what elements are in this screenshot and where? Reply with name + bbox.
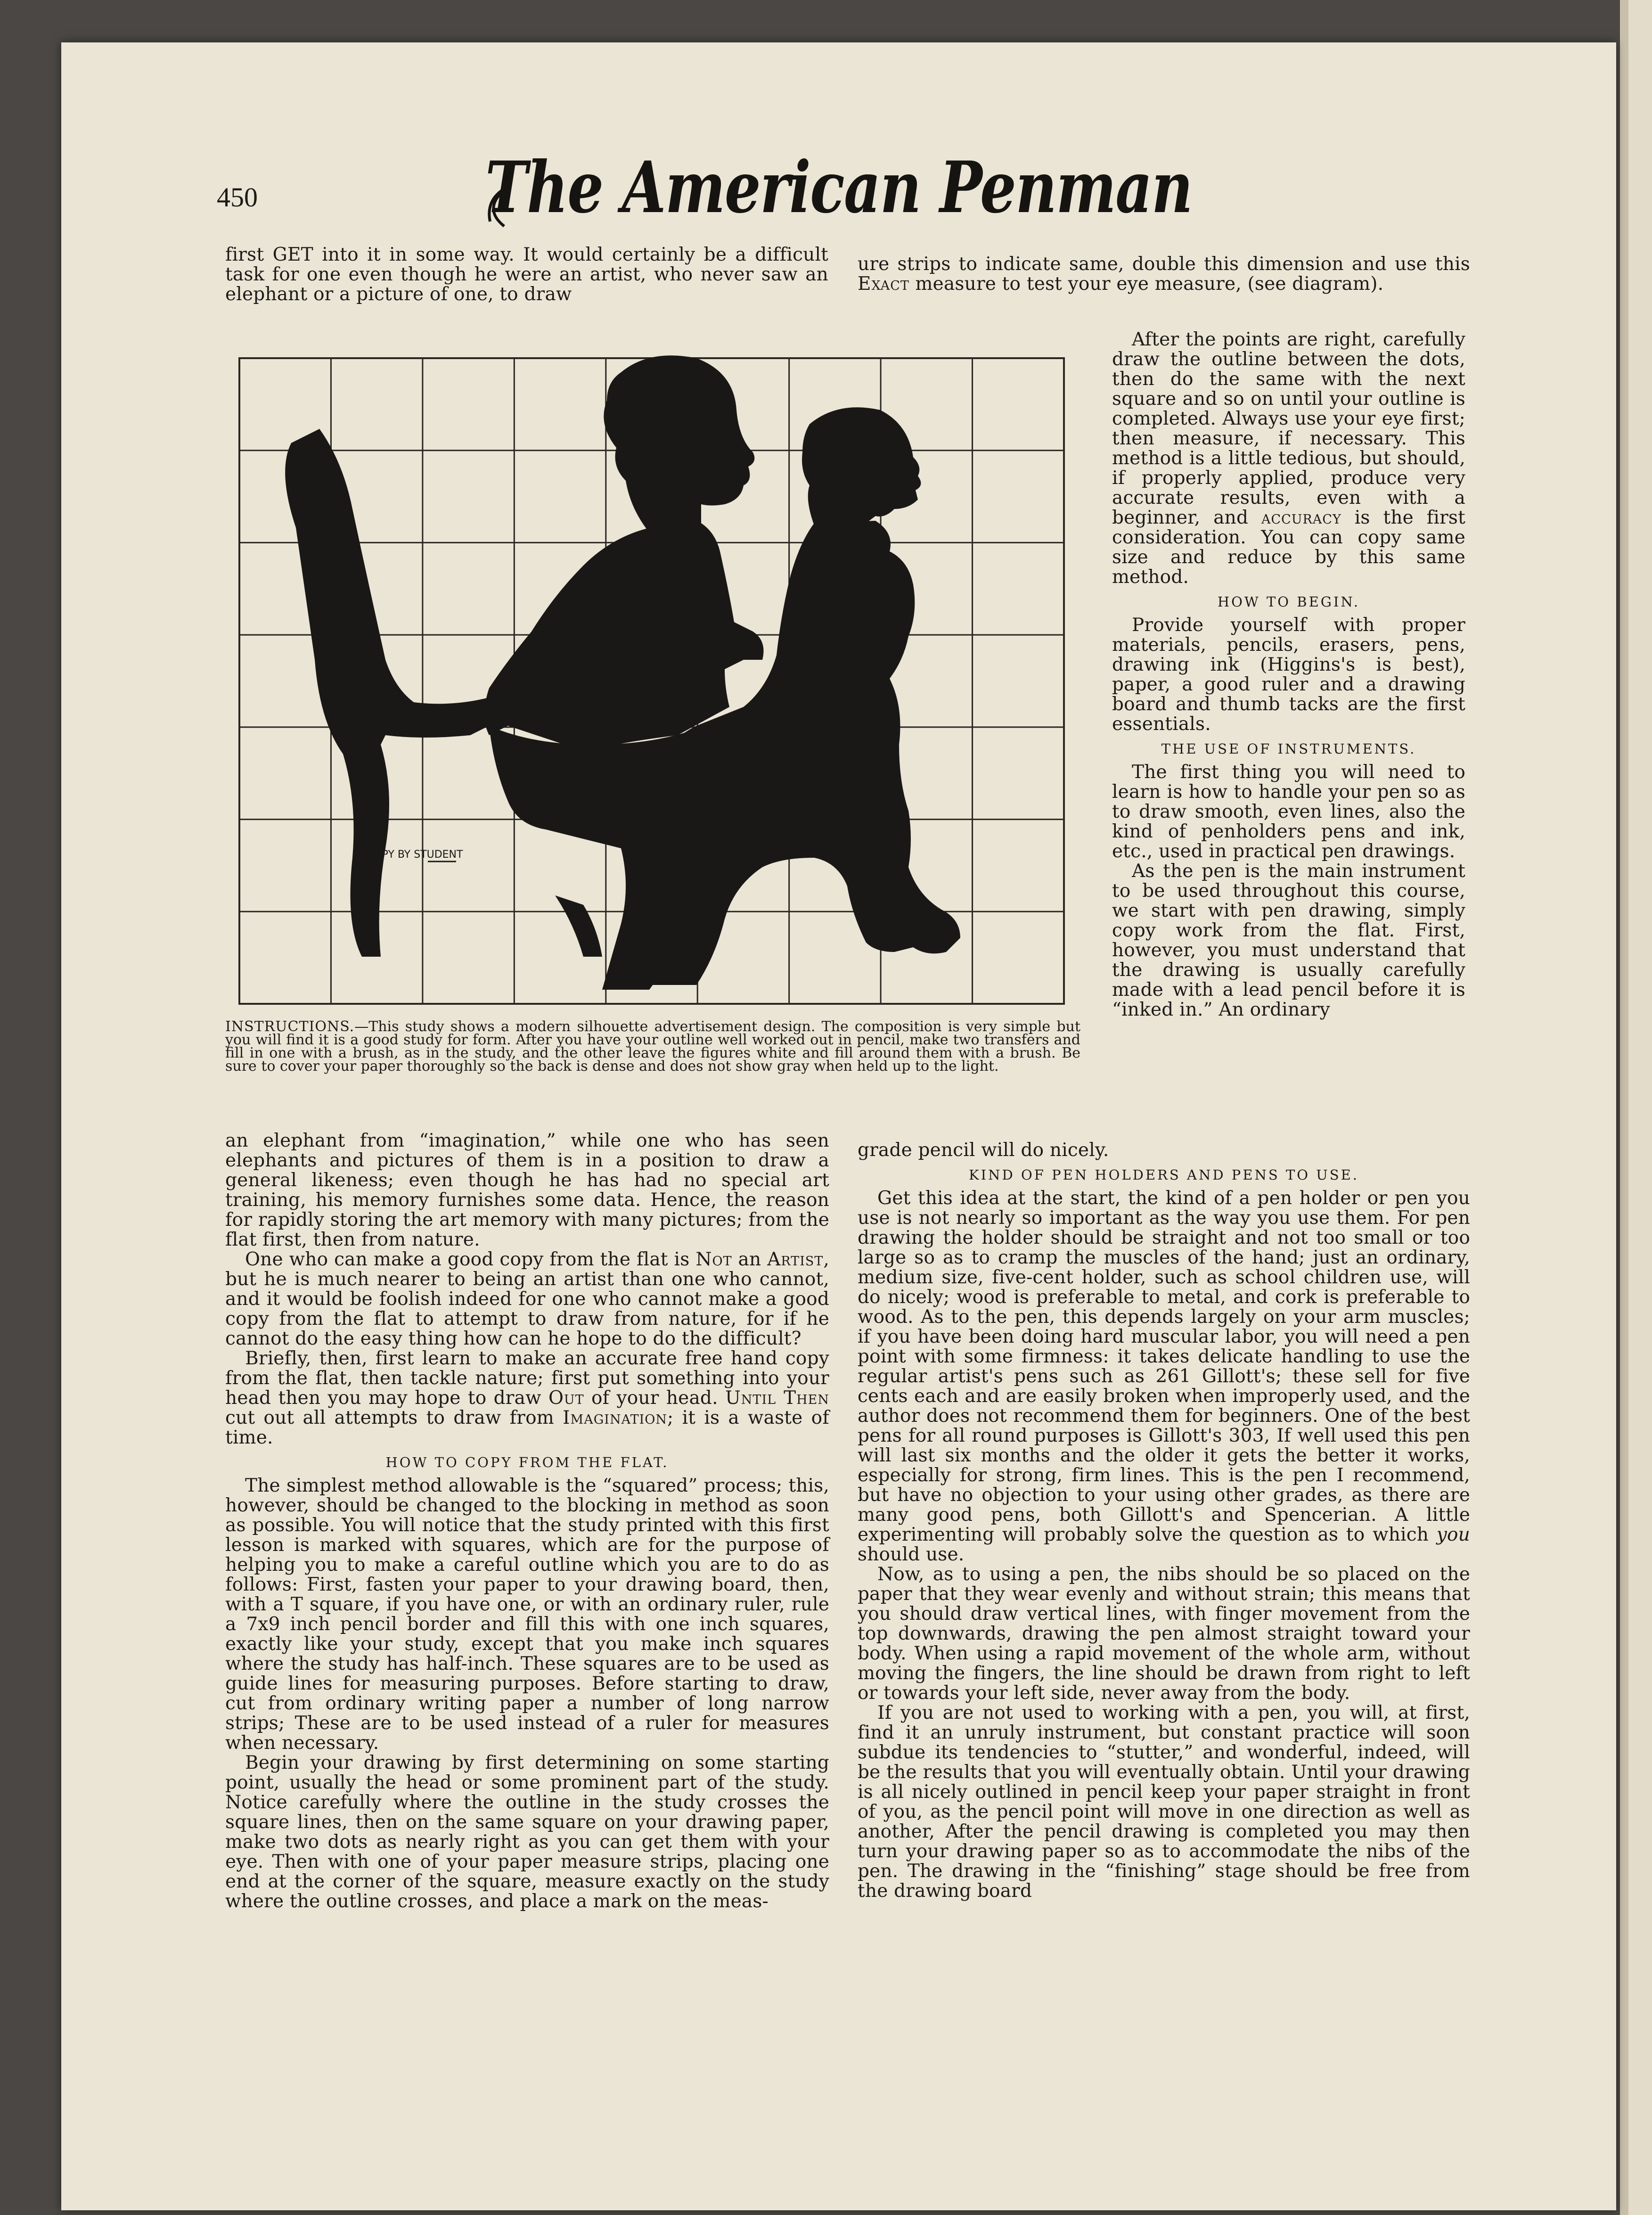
next-page-edge-inner [1628,0,1652,2215]
text-run: cut out all attempts to draw from [225,1407,563,1428]
emphasis-until-then: Until Then [725,1387,829,1409]
section-heading: KIND OF PEN HOLDERS AND PENS TO USE. [969,1167,1359,1183]
paragraph: If you are not used to working with a pen, you will, at first, find it an unruly instrument, but constant practice will soon subdue its tendencies to “stutter,” and wonderful, indeed, will be the results that you will eventually obtain. Until your drawing is all nicely outlined in pencil keep your paper straight in front of you, as the pencil point will move in one direction as well as another, After the pencil drawing is completed you may then turn your drawing paper so as to accommodate the nibs of the pen. The drawing in the “finishing” stage should be free from the drawing board [858,1702,1470,1902]
signature [367,849,463,861]
column-right-bottom [858,1140,1470,1901]
paragraph [858,1189,1470,1565]
paragraph [1112,330,1465,587]
caption-lead: INSTRUCTIONS. [225,1018,355,1035]
chair-leg-silhouette [555,895,602,957]
text-run: an [732,1249,768,1270]
paragraph: The simplest method allowable is the “squared” process; this, however, should be changed to the blocking in method as soon as possible. You will notice that the study printed with this first lesson is marked with squares, which are for the purpose of helping you to make a careful outline which you are to do as follows: First, fasten your paper to your drawing board, then, with a T square, if you have one, or with an ordinary ruler, rule a 7x9 inch pencil border and fill this with one inch squares, exactly like your study, except that you make inch squares where the study has half-inch. These squares are to be used as guide lines for measuring purposes. Before starting to draw, cut from ordinary writing paper a number of long narrow strips; These are to be used instead of a ruler for measures when necessary. [225,1475,829,1754]
paragraph: grade pencil will do nicely. [858,1140,1109,1161]
column-left-bottom [225,1131,829,1911]
emphasis-artist: Artist [767,1249,824,1270]
chair-silhouette [285,429,489,957]
text-run: ; it is a waste of time. [225,1407,829,1448]
text-run: After the points are right, carefully draw the outline between the dots, then do the same with the next square and so on until your outline is completed. Always use your eye first; then measure, if necessary. This method is a little tedious, but should, if properly applied, produce very accurate results, even with a beginner, and [1112,329,1465,528]
column-right-top [858,254,1470,294]
text-run: is the first consideration. You can copy same size and reduce by this same method. [1112,507,1466,588]
paragraph [225,1349,829,1448]
text-run: ure strips to indicate same, double this dimension and use this [858,254,1470,275]
paragraph: Begin your drawing by first determining on some starting point, usually the head or some prominent part of the study. Notice carefully where the outline in the study crosses the square lines, then on the same square on your drawing paper, make two dots as nearly right as you can get them with your eye. Then with one of your paper measure strips, placing one end at the corner of the square, measure exactly on the study where the outline crosses, and place a mark on the meas- [225,1752,829,1912]
caption-paragraph [225,1020,1080,1073]
emphasis-you: you [1436,1524,1470,1545]
text-run: One who can make a good copy from the flat is [245,1249,696,1270]
section-heading: HOW TO BEGIN. [1217,594,1360,610]
figure-caption [225,1020,1080,1073]
masthead [471,141,1206,240]
page-number: 450 [217,182,258,213]
woman-head-silhouette [604,355,754,533]
paragraph [858,254,1470,294]
paragraph: Now, as to using a pen, the nibs should be so placed on the paper that they wear evenly and without strain; this means that you should draw vertical lines, with finger movement from the top downwards, drawing the pen almost straight toward your body. When using a rapid movement of the whole arm, without moving the fingers, the line should be drawn from right to left or towards your left side, never away from the body. [858,1564,1470,1704]
paragraph: Provide yourself with proper materials, pencils, erasers, pens, drawing ink (Higgins's is best), paper, a good ruler and a drawing board and thumb tacks are the first essentials. [1112,615,1465,735]
text-run: should use. [858,1544,965,1565]
paragraph: first GET into it in some way. It would certainly be a difficult task for one even though he were an artist, who never saw an elephant or a picture of one, to draw [225,244,828,305]
text-run: measure to test your eye measure, (see diagram). [909,273,1384,295]
caption-text: —This study shows a modern silhouette advertisement design. The composition is very simple but you will find it is a good study for form. After you have your outline well worked out in pencil, make two transfers and fill in one with a brush, as in the study, and the other leave the figures white and fill around them with a brush. Be sure to cover your paper thoroughly so the back is dense and does not show gray when held up to the light. [225,1018,1080,1075]
text-run: of your head. [584,1387,725,1409]
paragraph [225,1250,829,1349]
signature-text: COPY BY STUDENT [367,849,463,861]
column-left-top [225,245,828,304]
paragraph: As the pen is the main instrument to be used throughout this course, we start with pen drawing, simply copy work from the flat. First, however, you must understand that the drawing is usually carefully made with a lead pencil before it is “inked in.” An ordinary [1112,861,1465,1020]
emphasis-imagination: Imagination [563,1407,668,1428]
child-head-silhouette [802,407,921,525]
paragraph: The first thing you will need to learn is how to handle your pen so as to draw smooth, even lines, also the kind of penholders pens and ink, etc., used in practical pen drawings. [1112,762,1465,862]
text-run: Get this idea at the start, the kind of a pen holder or pen you use is not nearly so important as the way you use them. For pen drawing the holder should be straight and not too small or too large so as to cramp the muscles of the hand; just an ordinary, medium size, five-cent holder, such as school children use, will do nicely; wood is preferable to metal, and cork is preferable to wood. As to the pen, this depends largely on your arm muscles; if you have been doing hard muscular labor, you will need a pen point with some firmness: it takes delicate handling to use the regular artist's pens such as 261 Gillott's; these sell for five cents each and are easily broken when improperly used, and the author does not recommend them for beginners. One of the best pens for all round purposes is Gillott's 303, If well used this pen will last six months and the older it gets the better it works, especially for strong, firm lines. This is the pen I recommend, but have no objection to your using other grades, as there are many good pens, both Gillott's and Spencerian. A little experimenting will probably solve the question as to which [858,1188,1470,1545]
section-heading: HOW TO COPY FROM THE FLAT. [385,1454,669,1470]
paragraph: an elephant from “imagination,” while one who has seen elephants and pictures of them is in a position to draw a general likeness; even though he has had no special art training, his memory furnishes some data. Hence, the reason for rapidly storing the art memory with many pictures; from the flat first, then from nature. [225,1130,829,1250]
emphasis-exact: Exact [858,273,909,295]
emphasis-not: Not [695,1249,732,1270]
column-right-middle [1112,330,1465,1020]
woman-body-silhouette [484,523,764,749]
section-heading: THE USE OF INSTRUMENTS. [1161,741,1416,757]
text-run: Briefly, then, first learn to make an accurate free hand copy from the flat, then tackle nature; first put something into your head then you may hope to draw [225,1348,829,1409]
text-run: , but he is much nearer to being an artist than one who cannot, and it would be foolish indeed for one who cannot make a good copy from the flat to attempt to draw from nature, for if he cannot do the easy thing how can he hope to do the difficult? [225,1249,829,1349]
emphasis-accuracy: accuracy [1261,507,1341,528]
masthead-title: The American Penman [485,146,1192,229]
emphasis-out: Out [548,1387,584,1409]
silhouette-figure [225,330,1078,1018]
